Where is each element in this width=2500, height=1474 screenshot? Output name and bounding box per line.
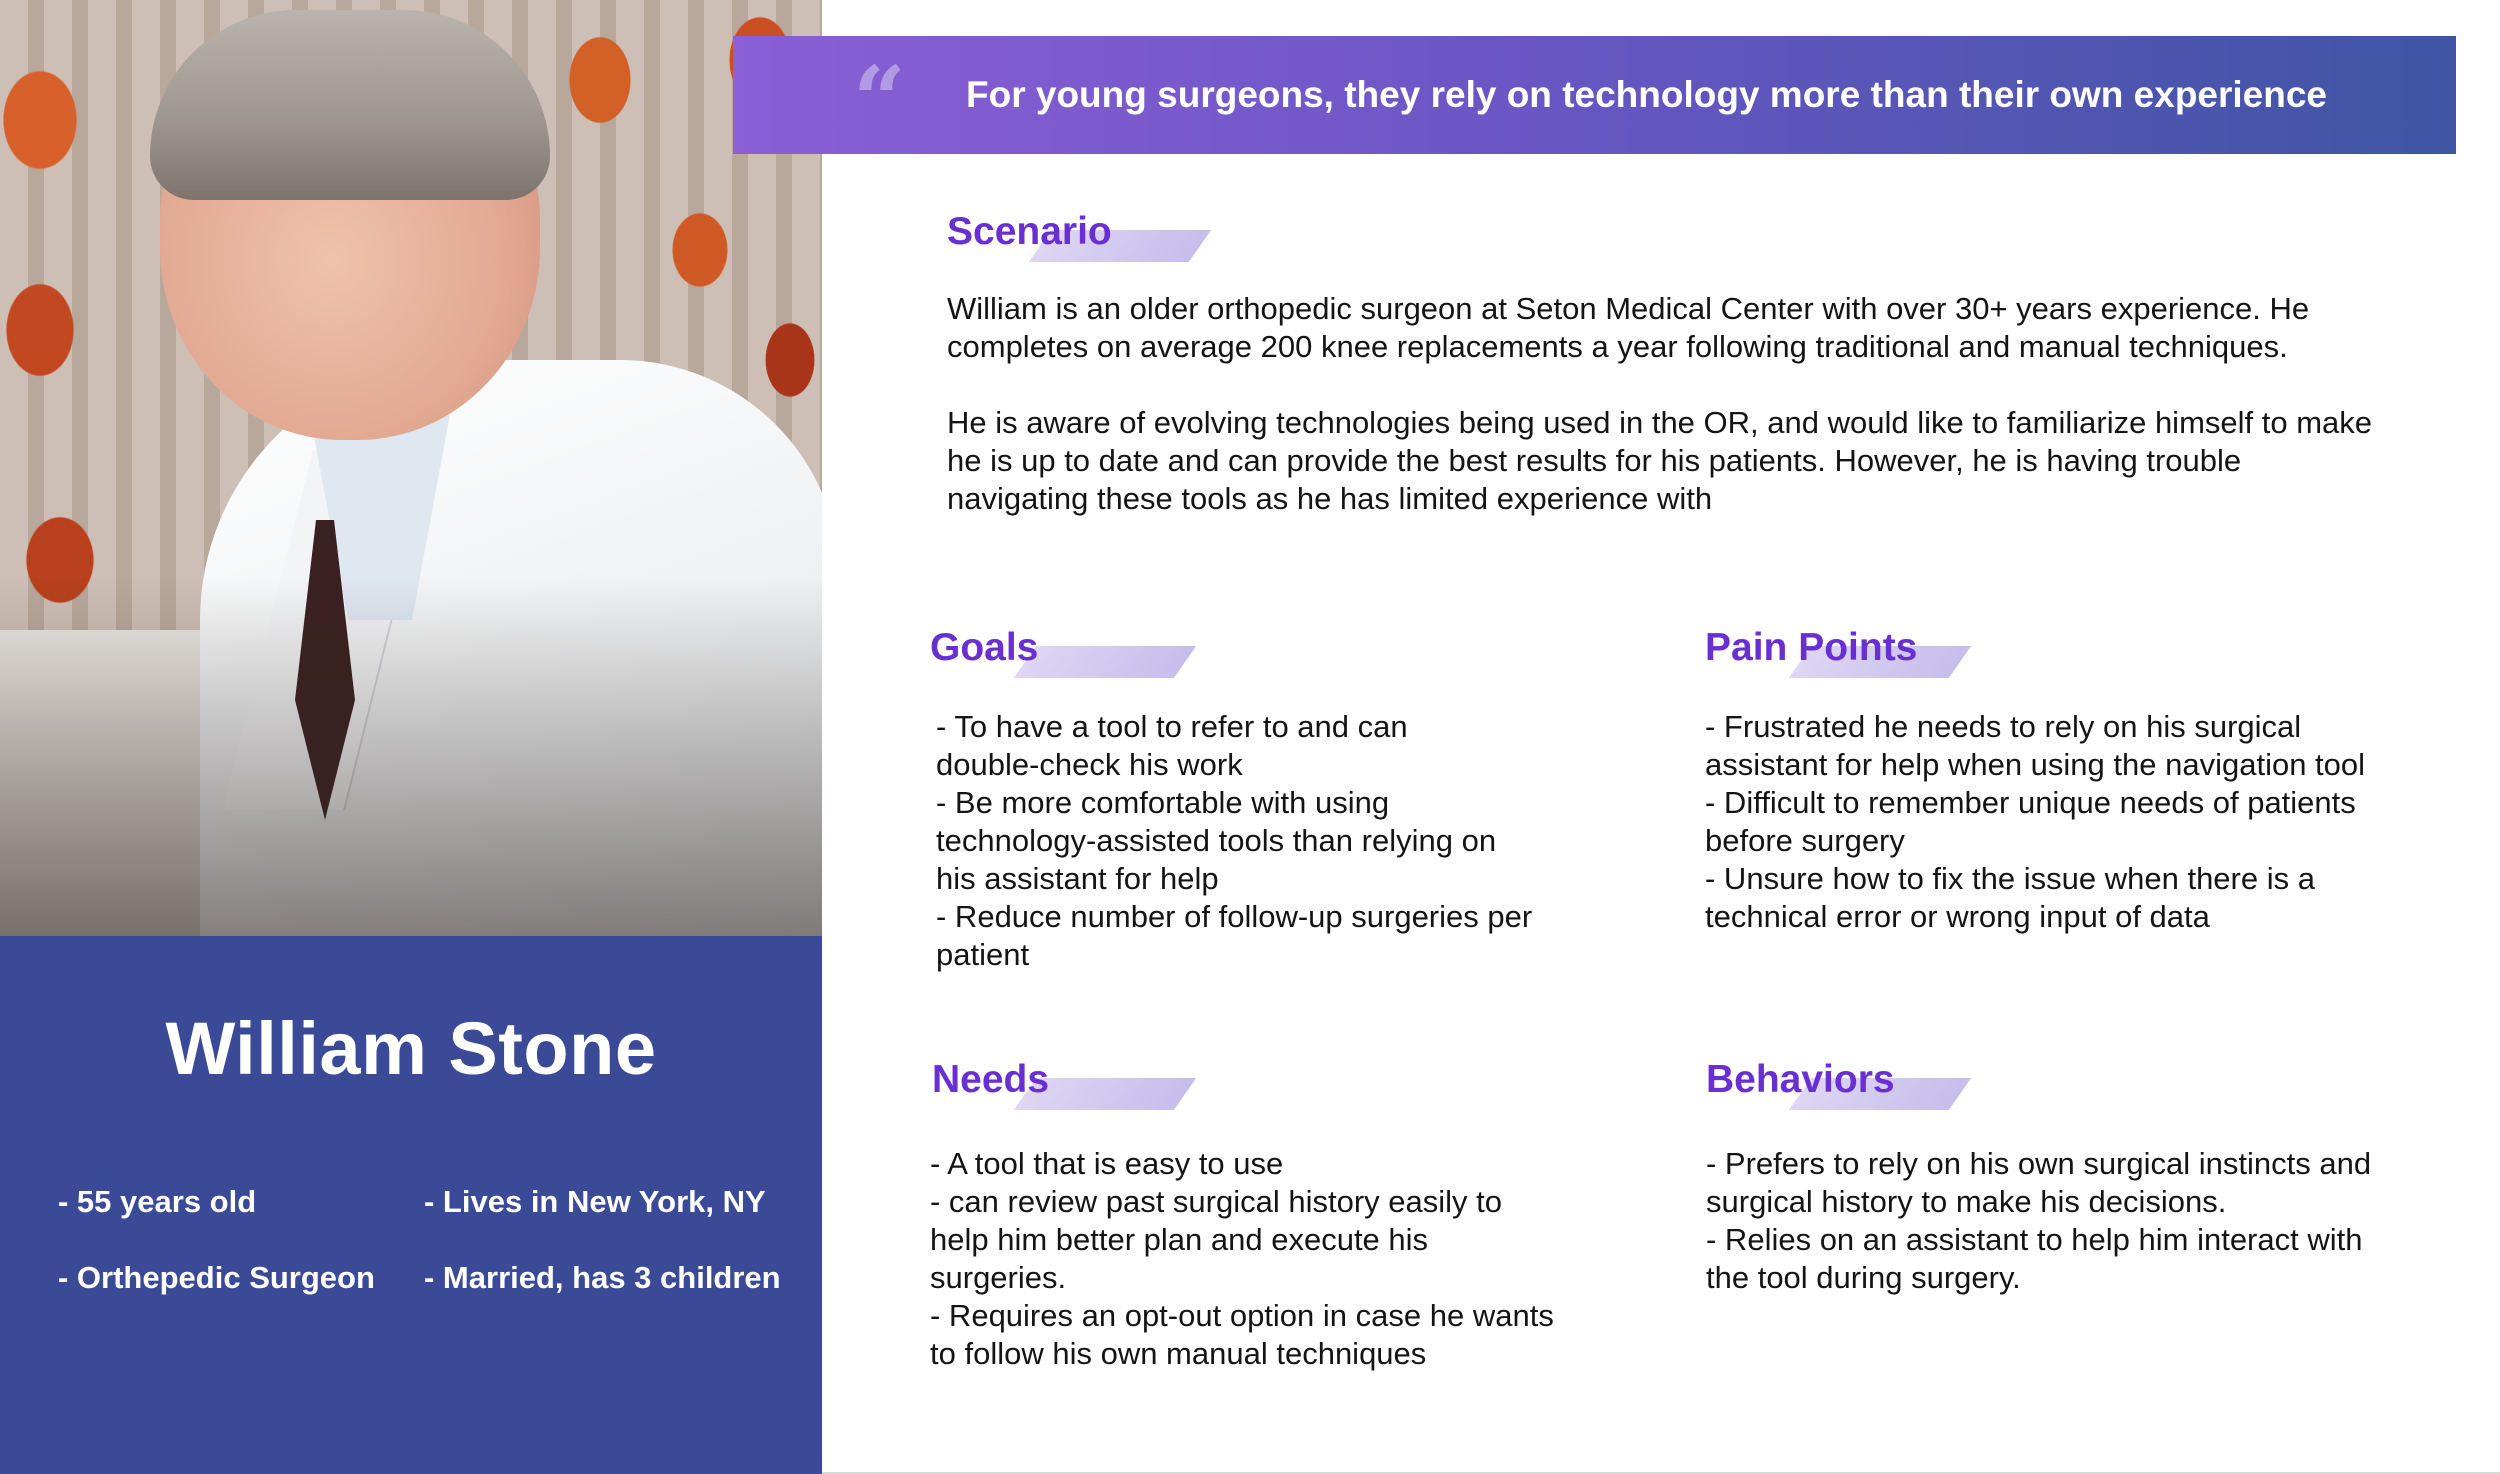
scenario-title: Scenario: [947, 210, 1112, 253]
persona-occupation: - Orthepedic Surgeon: [58, 1260, 375, 1295]
scenario-line: William is an older orthopedic surgeon at Seton Medical Center with over 30+ years experience. He: [947, 291, 2310, 326]
pain-points-text: [1705, 708, 2465, 936]
pain-points-line: - Unsure how to fix the issue when there is a: [1705, 861, 2315, 896]
goals-line: - Be more comfortable with using: [936, 785, 1390, 820]
quote-icon: “: [853, 46, 906, 154]
goals-line: patient: [936, 937, 1030, 972]
needs-line: to follow his own manual techniques: [930, 1336, 1427, 1371]
pain-points-line: assistant for help when using the navigation tool: [1705, 747, 2366, 782]
pain-points-line: before surgery: [1705, 823, 1905, 858]
persona-name: William Stone: [165, 1007, 657, 1090]
scenario-line: he is up to date and can provide the best results for his patients. However, he is having trouble: [947, 443, 2242, 478]
needs-title: Needs: [932, 1058, 1050, 1101]
quote-text: For young surgeons, they rely on technology more than their own experience: [966, 74, 2328, 115]
scenario-line: navigating these tools as he has limited experience with: [947, 481, 1713, 516]
photo-shade: [0, 576, 822, 936]
goals-line: - Reduce number of follow-up surgeries per: [936, 899, 1533, 934]
quote-banner: [733, 36, 2456, 154]
behaviors-line: - Relies on an assistant to help him interact with: [1706, 1222, 2363, 1257]
needs-line: surgeries.: [930, 1260, 1067, 1295]
goals-line: double-check his work: [936, 747, 1243, 782]
behaviors-text: [1706, 1145, 2466, 1297]
behaviors-line: surgical history to make his decisions.: [1706, 1184, 2227, 1219]
behaviors-title: Behaviors: [1706, 1058, 1895, 1101]
scenario-line: He is aware of evolving technologies being used in the OR, and would like to familiarize himself to make: [947, 405, 2373, 440]
goals-title: Goals: [930, 626, 1039, 669]
goals-line: his assistant for help: [936, 861, 1219, 896]
needs-line: help him better plan and execute his: [930, 1222, 1429, 1257]
goals-line: technology-assisted tools than relying on: [936, 823, 1497, 858]
persona-age: - 55 years old: [58, 1184, 257, 1219]
needs-line: - A tool that is easy to use: [930, 1146, 1284, 1181]
goals-line: - To have a tool to refer to and can: [936, 709, 1408, 744]
behaviors-line: - Prefers to rely on his own surgical instincts and: [1706, 1146, 2372, 1181]
persona-location: - Lives in New York, NY: [424, 1184, 766, 1219]
pain-points-title: Pain Points: [1705, 626, 1918, 669]
needs-line: - can review past surgical history easily to: [930, 1184, 1503, 1219]
scenario-text: [947, 290, 2447, 518]
persona-info-panel: [0, 936, 822, 1474]
persona-photo: [0, 0, 822, 936]
goals-text: [936, 708, 1636, 974]
pain-points-line: technical error or wrong input of data: [1705, 899, 2210, 934]
scenario-line: completes on average 200 knee replacements a year following traditional and manual techniques.: [947, 329, 2288, 364]
needs-line: - Requires an opt-out option in case he wants: [930, 1298, 1554, 1333]
pain-points-line: - Difficult to remember unique needs of patients: [1705, 785, 2356, 820]
pain-points-line: - Frustrated he needs to rely on his surgical: [1705, 709, 2302, 744]
persona-family: - Married, has 3 children: [424, 1260, 781, 1295]
goals-title-decoration: [1014, 646, 1196, 678]
photo-hair: [150, 10, 550, 200]
behaviors-line: the tool during surgery.: [1706, 1260, 2021, 1295]
needs-text: [930, 1145, 1650, 1373]
